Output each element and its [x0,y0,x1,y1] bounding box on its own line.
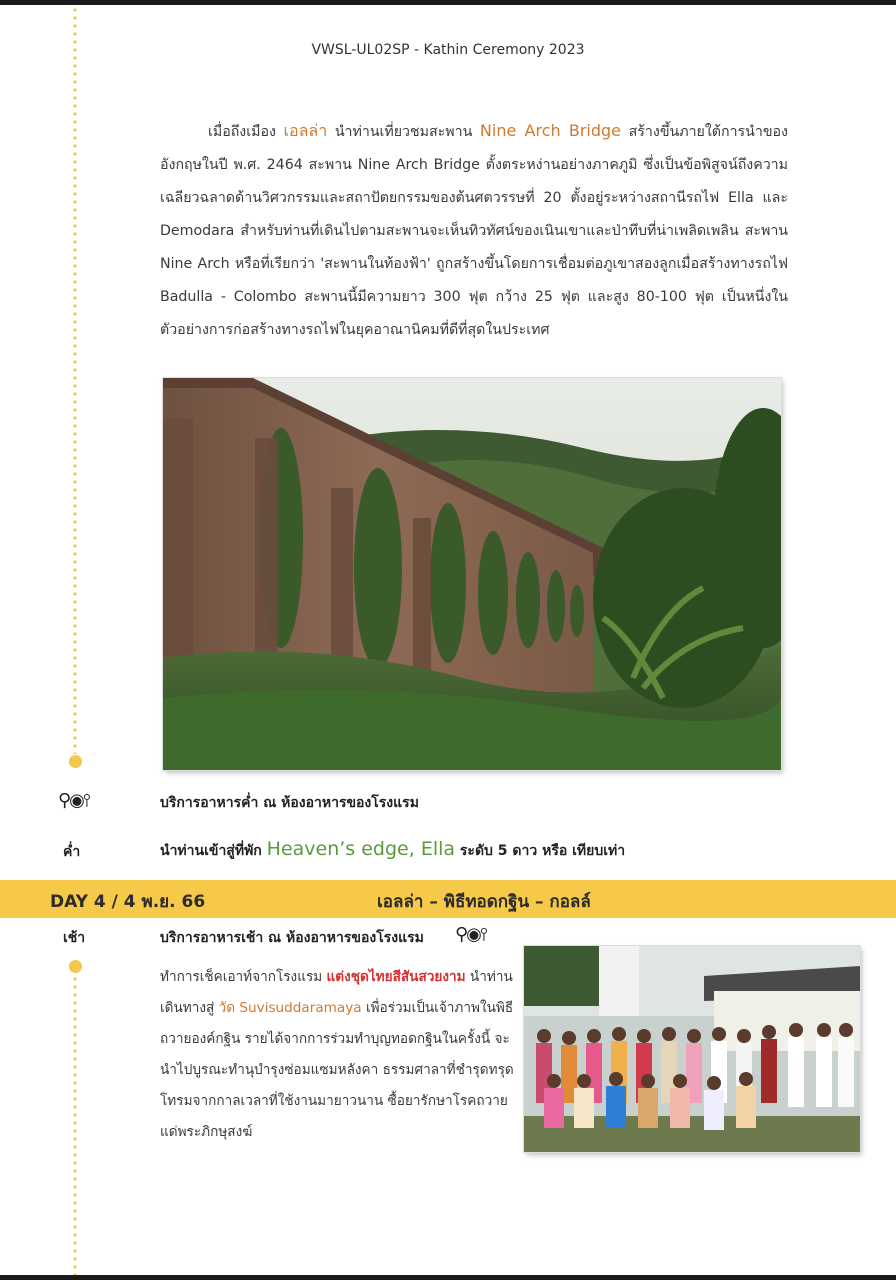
text-run: เพื่อร่วมเป็นเจ้าภาพในพิธีถวายองค์กฐิน รายได้จากการร่วมทำบุญทอดกฐินในครั้งนี้ จะนำไปบูรณะทำนุบำรุงซ่อมแซมหลังคา ธรรมศาลาที่ชำรุดทรุดโทรมจากกาลเวลาที่ใช้งานมายาวนาน ซื้อยารักษาโรคถวายแด่พระภิกษุสงฆ์ [160,1000,514,1140]
temple-name: วัด Suvisuddaramaya [218,1000,362,1016]
nine-arch-bridge-photo [163,378,781,770]
dinner-text: บริการอาหารค่ำ ณ ห้องอาหารของโรงแรม [160,795,419,811]
text-run: นำท่านเดินทางสู่ [160,969,513,1016]
timeline-dot [69,960,82,973]
day-label: DAY 4 / 4 พ.ย. 66 [50,892,206,912]
breakfast-text: บริการอาหารเช้า ณ ห้องอาหารของโรงแรม [160,930,424,946]
timeline-dot [69,755,82,768]
nine-arch-description [160,114,788,347]
kathin-description [160,962,516,1148]
dining-icon: ⚲◉⫯ [455,924,486,945]
hotel-line [160,838,625,862]
text-run: เมื่อถึงเมือง [208,124,284,140]
text-run: ระดับ 5 ดาว หรือ เทียบเท่า [455,843,626,859]
text-run: นำท่านเข้าสู่ที่พัก [160,843,267,859]
text-run: นำท่านเที่ยวชมสะพาน [327,124,480,140]
text-run: ทำการเช็คเอาท์จากโรงแรม [160,969,327,985]
text-run: สร้างขึ้นภายใต้การนำของอังกฤษในปี พ.ศ. 2464 สะพาน Nine Arch Bridge ตั้งตระหง่านอย่างภาคภูมิ ซึ่งเป็นข้อพิสูจน์ถึงความเฉลียวฉลาดด้านวิศวกรรมและสถาปัตยกรรมของต้นศตวรรษที่ 20 ตั้งอยู่ระหว่างสถานีรถไฟ Ella และ Demodara สำหรับท่านที่เดินไปตามสะพานจะเห็นทิวทัศน์ของเนินเขาและป่าทึบที่น่าเพลิดเพลิน สะพาน Nine Arch หรือที่เรียกว่า 'สะพานในท้องฟ้า' ถูกสร้างขึ้นโดยการเชื่อมต่อภูเขาสองลูกเมื่อสร้างทางรถไฟ Badulla - Colombo สะพานนี้มีความยาว 300 ฟุต กว้าง 25 ฟุต และสูง 80-100 ฟุต เป็นหนึ่งในตัวอย่างการก่อสร้างทางรถไฟในยุคอาณานิคมที่ดีที่สุดในประเทศ [160,124,788,338]
timeline-dotted-line [73,975,77,1275]
day-banner [0,880,896,918]
hotel-name: Heaven’s edge, Ella [266,838,456,860]
city-name: เอลล่า [283,121,328,140]
group-photo [524,946,860,1152]
top-border [0,0,896,5]
evening-label: ค่ำ [63,844,81,860]
bridge-name: Nine Arch Bridge [479,121,622,140]
bottom-border [0,1275,896,1280]
day-route: เอลล่า – พิธีทอดกฐิน – กอลล์ [377,892,591,912]
timeline-dotted-line [73,6,77,754]
document-code: VWSL-UL02SP - Kathin Ceremony 2023 [311,42,585,58]
morning-label: เช้า [63,930,86,946]
dining-icon: ⚲◉⫯ [58,790,89,811]
dress-note: แต่งชุดไทยสีสันสวยงาม [326,969,466,985]
